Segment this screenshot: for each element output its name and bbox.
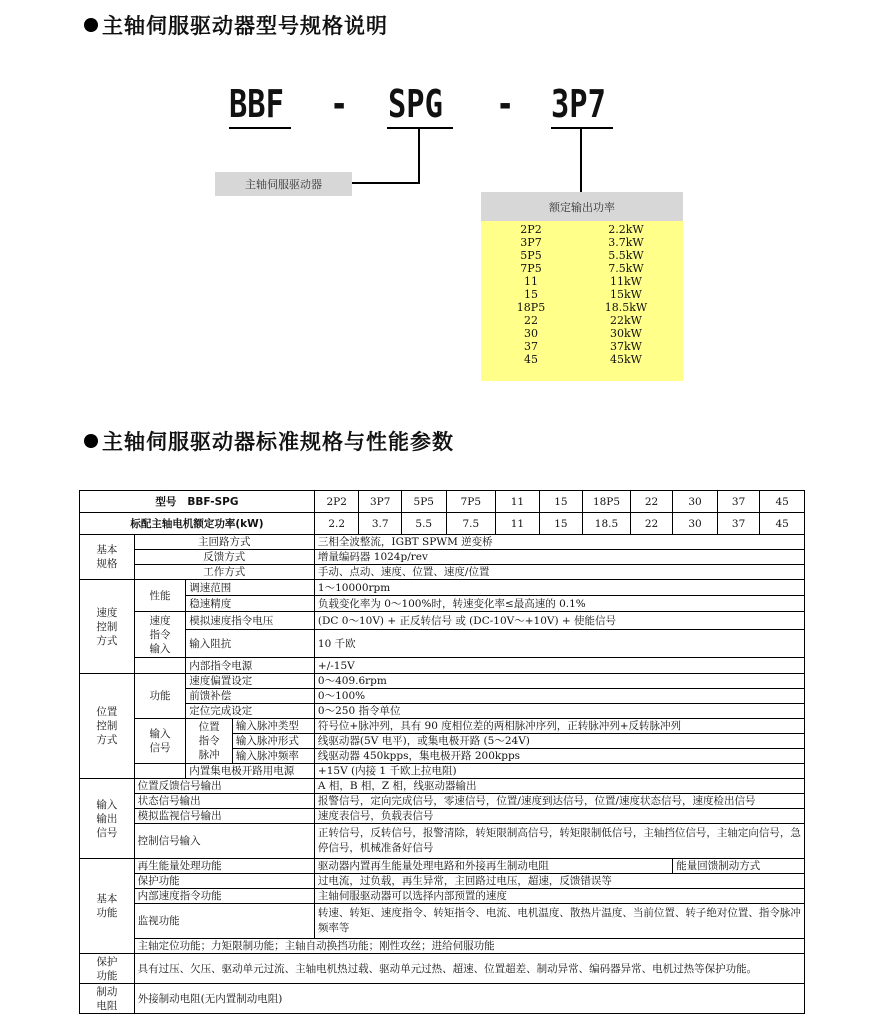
category-io: 输入 输出 信号: [80, 779, 135, 859]
row-value: 外接制动电阻(无内置制动电阻): [134, 984, 804, 1014]
table-row: [80, 689, 805, 704]
row-value: 符号位+脉冲列，具有 90 度相位差的两相脉冲序列，正转脉冲列+反转脉冲列: [314, 719, 804, 734]
model-part-type: SPG: [388, 82, 443, 126]
table-row: [80, 612, 805, 630]
row-value: +15V (内接 1 千欧上拉电阻): [314, 764, 804, 779]
row-label: 调速范围: [186, 580, 315, 596]
row-value: 能量回馈制动方式: [673, 859, 805, 874]
table-row: [80, 630, 805, 658]
row-value: 0～250 指令单位: [314, 704, 804, 719]
model-code: 45: [760, 491, 805, 513]
model-code: 18P5: [583, 491, 631, 513]
row-label: 模拟监视信号输出: [134, 809, 314, 824]
row-label: 输入脉冲类型: [232, 719, 314, 734]
bullet-icon: [84, 434, 98, 448]
row-value: 负载变化率为 0～100%时，转速变化率≤最高速的 0.1%: [314, 596, 804, 612]
section-heading-model: 主轴伺服驱动器型号规格说明: [84, 10, 388, 40]
row-label: 控制信号输入: [134, 824, 314, 859]
power-header: 标配主轴电机额定功率(kW): [80, 513, 315, 535]
row-label: 内置集电极开路用电源: [186, 764, 315, 779]
row-value: 过电流，过负载，再生异常，主回路过电压，超速，反馈错误等: [314, 874, 804, 889]
sub-sub-category: 位置 指令 脉冲: [186, 719, 233, 764]
model-code: 37: [717, 491, 760, 513]
row-value: 线驱动器 450kpps，集电极开路 200kpps: [314, 749, 804, 764]
row-value: (DC 0～10V) + 正反转信号 或 (DC-10V～+10V) + 使能信号: [314, 612, 804, 630]
power-row: 5P5 5.5kW: [520, 249, 644, 262]
power-value: 45: [760, 513, 805, 535]
row-label: 内部速度指令功能: [134, 889, 314, 904]
table-row: [80, 889, 805, 904]
section-heading-spec: 主轴伺服驱动器标准规格与性能参数: [84, 426, 454, 456]
model-code: 11: [496, 491, 540, 513]
connector-line: [580, 127, 582, 192]
model-dash: -: [496, 82, 515, 126]
power-row: 22 22kW: [524, 314, 642, 327]
model-part-series: BBF: [229, 82, 284, 126]
bullet-icon: [84, 18, 98, 32]
power-row: 30 30kW: [524, 327, 642, 340]
power-row: 18P5 18.5kW: [516, 301, 648, 314]
model-header: 型号 BBF-SPG: [80, 491, 315, 513]
table-row: [80, 596, 805, 612]
power-row: 2P2 2.2kW: [520, 223, 644, 236]
underline: [229, 127, 291, 129]
spec-table: [79, 490, 805, 1014]
category-speed: 速度 控制 方式: [80, 580, 135, 674]
power-value: 15: [539, 513, 583, 535]
row-label: 主回路方式: [134, 535, 314, 550]
power-value: 2.2: [314, 513, 359, 535]
table-row: [80, 491, 805, 513]
sub-category: 性能: [134, 580, 186, 612]
table-row: [80, 939, 805, 954]
table-row: [80, 550, 805, 565]
row-label: 输入阻抗: [186, 630, 315, 658]
row-label: 内部指令电源: [186, 658, 315, 674]
model-code: 30: [673, 491, 718, 513]
row-label: 状态信号输出: [134, 794, 314, 809]
row-label: 监视功能: [134, 904, 314, 939]
table-row: [80, 794, 805, 809]
row-value: 驱动器内置再生能量处理电路和外接再生制动电阻: [314, 859, 672, 874]
row-value: 转速、转矩、速度指令、转矩指令、电流、电机温度、散热片温度、当前位置、转子绝对位置、指令脉冲频率等: [314, 904, 804, 939]
power-row: 45 45kW: [524, 353, 642, 366]
power-row: 7P5 7.5kW: [520, 262, 644, 275]
row-value: 三相全波整流，IGBT SPWM 逆变桥: [314, 535, 804, 550]
row-value: A 相，B 相，Z 相，线驱动器输出: [314, 779, 804, 794]
row-value: 0～100%: [314, 689, 804, 704]
category-brake: 制动 电阻: [80, 984, 135, 1014]
table-row: [80, 904, 805, 939]
row-label: 稳速精度: [186, 596, 315, 612]
category-basic: 基本 规格: [80, 535, 135, 580]
row-value: 具有过压、欠压、驱动单元过流、主轴电机热过载、驱动单元过热、超速、位置超差、制动异常、编码器异常、电机过热等保护功能。: [134, 954, 804, 984]
row-value: 0～409.6rpm: [314, 674, 804, 689]
row-value: 线驱动器(5V 电平)，或集电极开路 (5～24V): [314, 734, 804, 749]
power-row: 37 37kW: [524, 340, 642, 353]
table-row: [80, 658, 805, 674]
row-value: 报警信号，定向完成信号，零速信号，位置/速度到达信号，位置/速度状态信号，速度检出信号: [314, 794, 804, 809]
series-label: 主轴伺服驱动器: [215, 172, 352, 196]
power-value: 30: [673, 513, 718, 535]
power-value: 7.5: [446, 513, 496, 535]
table-row: [80, 984, 805, 1014]
row-value: 主轴定位功能；力矩限制功能；主轴自动换挡功能；刚性攻丝；进给伺服功能: [134, 939, 804, 954]
row-label: 工作方式: [134, 565, 314, 580]
model-code: 2P2: [314, 491, 359, 513]
category-basic-func: 基本 功能: [80, 859, 135, 954]
row-value: +/-15V: [314, 658, 804, 674]
power-value: 18.5: [583, 513, 631, 535]
table-row: [80, 513, 805, 535]
table-row: [80, 874, 805, 889]
table-row: [80, 704, 805, 719]
model-code: 22: [630, 491, 673, 513]
table-row: [80, 809, 805, 824]
power-value: 11: [496, 513, 540, 535]
table-row: [80, 565, 805, 580]
row-label: 反馈方式: [134, 550, 314, 565]
row-label: 前馈补偿: [186, 689, 315, 704]
row-label: 速度偏置设定: [186, 674, 315, 689]
model-code: 5P5: [401, 491, 446, 513]
model-code: 3P7: [359, 491, 402, 513]
table-row: [80, 954, 805, 984]
row-label: 模拟速度指令电压: [186, 612, 315, 630]
power-code-table: [481, 221, 683, 381]
row-label: 位置反馈信号输出: [134, 779, 314, 794]
model-code: 15: [539, 491, 583, 513]
connector-line: [418, 127, 420, 184]
table-row: [80, 779, 805, 794]
model-code: 7P5: [446, 491, 496, 513]
connector-line: [352, 182, 420, 184]
row-label: 保护功能: [134, 874, 314, 889]
row-value: 10 千欧: [314, 630, 804, 658]
row-label: 输入脉冲频率: [232, 749, 314, 764]
table-row: [80, 859, 805, 874]
table-row: [80, 580, 805, 596]
row-value: 1～10000rpm: [314, 580, 804, 596]
table-row: [80, 535, 805, 550]
power-label: 额定输出功率: [481, 192, 683, 221]
power-row: 3P7 3.7kW: [520, 236, 644, 249]
underline: [551, 127, 613, 129]
category-position: 位置 控制 方式: [80, 674, 135, 779]
underline: [387, 127, 453, 129]
power-row: 11 11kW: [524, 275, 642, 288]
table-row: [80, 719, 805, 734]
sub-category: 速度 指令 输入: [134, 612, 186, 658]
model-dash: -: [330, 82, 349, 126]
table-row: [80, 764, 805, 779]
row-label: 再生能量处理功能: [134, 859, 314, 874]
row-value: 速度表信号，负载表信号: [314, 809, 804, 824]
sub-category: 功能: [134, 674, 186, 719]
table-row: [80, 674, 805, 689]
power-row: 15 15kW: [524, 288, 642, 301]
model-part-power: 3P7: [551, 82, 606, 126]
row-label: 定位完成设定: [186, 704, 315, 719]
table-row: [80, 824, 805, 859]
power-value: 37: [717, 513, 760, 535]
power-value: 3.7: [359, 513, 402, 535]
power-value: 22: [630, 513, 673, 535]
row-value: 增量编码器 1024p/rev: [314, 550, 804, 565]
power-value: 5.5: [401, 513, 446, 535]
row-value: 手动、点动、速度、位置、速度/位置: [314, 565, 804, 580]
row-label: 输入脉冲形式: [232, 734, 314, 749]
row-value: 正转信号，反转信号，报警清除，转矩限制高信号，转矩限制低信号，主轴挡位信号，主轴定向信号，急停信号，机械准备好信号: [314, 824, 804, 859]
row-value: 主轴伺服驱动器可以选择内部预置的速度: [314, 889, 804, 904]
sub-category: 输入 信号: [134, 719, 186, 764]
category-protect: 保护 功能: [80, 954, 135, 984]
